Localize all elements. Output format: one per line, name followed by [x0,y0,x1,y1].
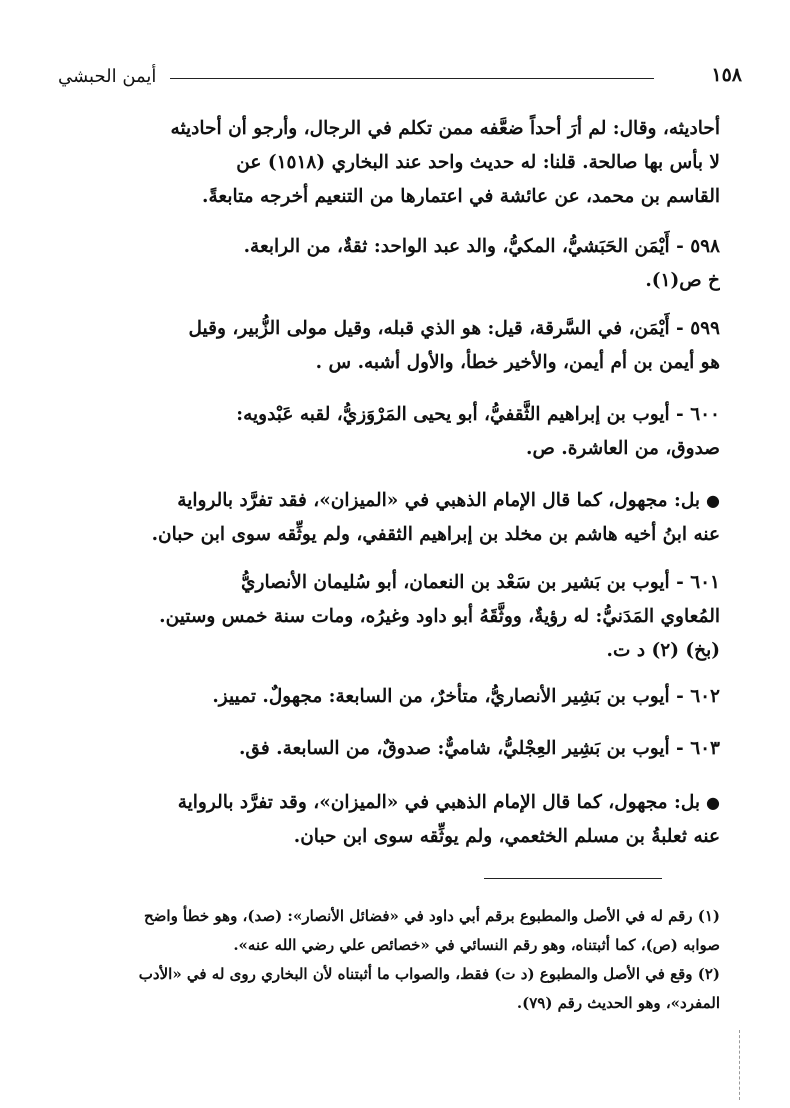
text-line: صدوق، من العاشرة. ص. [526,438,720,459]
text-line: خ ص(١). [645,270,720,291]
text-line: عنه ابنُ أخيه هاشم بن مخلد بن إبراهيم الثقفي، ولم يوثِّقه سوى ابن حبان. [151,524,720,545]
text-line: ٦٠١ - أيوب بن بَشير بن سَعْد بن النعمان، أبو سُليمان الأنصاريُّ [241,572,720,593]
text-line-with-bullet [80,786,720,820]
scan-edge-marks [715,1030,740,1100]
text-line: ٥٩٩ - أَيْمَن، في السَّرقة، قيل: هو الذي قبله، وقيل مولى الزُّبير، وقيل [188,318,720,339]
text-line: (بخ) (٢) د ت. [606,640,720,661]
footnote-line: (٢) وقع في الأصل والمطبوع (د ت) فقط، والصواب ما أثبتناه لأن البخاري روى له في «الأدب [138,965,720,983]
footnote-rule [484,878,662,879]
footnote-line: المفرد»، وهو الحديث رقم (٧٩). [516,994,720,1012]
entry-598 [80,230,720,298]
bullet-icon: ● [706,793,720,812]
note-paragraph [80,786,720,854]
entry-603 [80,732,720,766]
text-line: أحاديثه، وقال: لم أرَ أحداً ضعَّفه ممن تكلم في الرجال، وأرجو أن أحاديثه [170,118,720,139]
entry-599 [80,312,720,380]
text-line: ٦٠٠ - أيوب بن إبراهيم الثَّقفيُّ، أبو يحيى المَرْوَزيُّ، لقبه عَبْدويه: [236,404,720,425]
page-number: ١٥٨ [711,64,742,86]
footnotes [100,902,720,1018]
running-head: أيمن الحبشي [58,66,157,87]
text-line: القاسم بن محمد، عن عائشة في اعتمارها من التنعيم أخرجه متابعةً. [202,186,720,207]
footnote-line: (١) رقم له في الأصل والمطبوع برقم أبي داود في «فضائل الأنصار»: (صد)، وهو خطأ واضح [144,907,720,925]
text-line: ٦٠٣ - أيوب بن بَشِير العِجْليُّ، شاميٌّ: صدوقٌ، من السابعة. فق. [238,738,720,759]
text-line: ٦٠٢ - أيوب بن بَشِير الأنصاريُّ، متأخرٌ، من السابعة: مجهولٌ. تمييز. [212,686,720,707]
text-line: ٥٩٨ - أَيْمَن الحَبَشيُّ، المكيُّ، والد عبد الواحد: ثقةٌ، من الرابعة. [243,236,720,257]
footnote-line: صوابه (ص)، كما أثبتناه، وهو رقم النسائي في «خصائص علي رضي الله عنه». [233,936,720,954]
text-line: لا بأس بها صالحة. قلنا: له حديث واحد عند البخاري (١٥١٨) عن [236,152,720,173]
header-rule [170,78,654,79]
text-line: هو أيمن بن أم أيمن، والأخير خطأ، والأول أشبه. س . [315,352,720,373]
entry-602 [80,680,720,714]
text-line: المُعاوي المَدَنيُّ: له رؤيةٌ، ووثَّقَهُ أبو داود وغيرُه، ومات سنة خمس وستين. [159,606,720,627]
entry-600 [80,398,720,466]
text-line-with-bullet [80,484,720,518]
entry-601 [80,566,720,668]
bullet-icon: ● [706,491,720,510]
text-line: بل: مجهول، كما قال الإمام الذهبي في «الميزان»، وقد تفرَّد بالرواية [177,792,701,813]
paragraph [80,112,720,214]
text-line: عنه ثعلبةُ بن مسلم الخثعمي، ولم يوثِّقه سوى ابن حبان. [293,826,720,847]
text-line: بل: مجهول، كما قال الإمام الذهبي في «الميزان»، فقد تفرَّد بالرواية [177,490,701,511]
note-paragraph [80,484,720,552]
page-header [58,64,742,104]
